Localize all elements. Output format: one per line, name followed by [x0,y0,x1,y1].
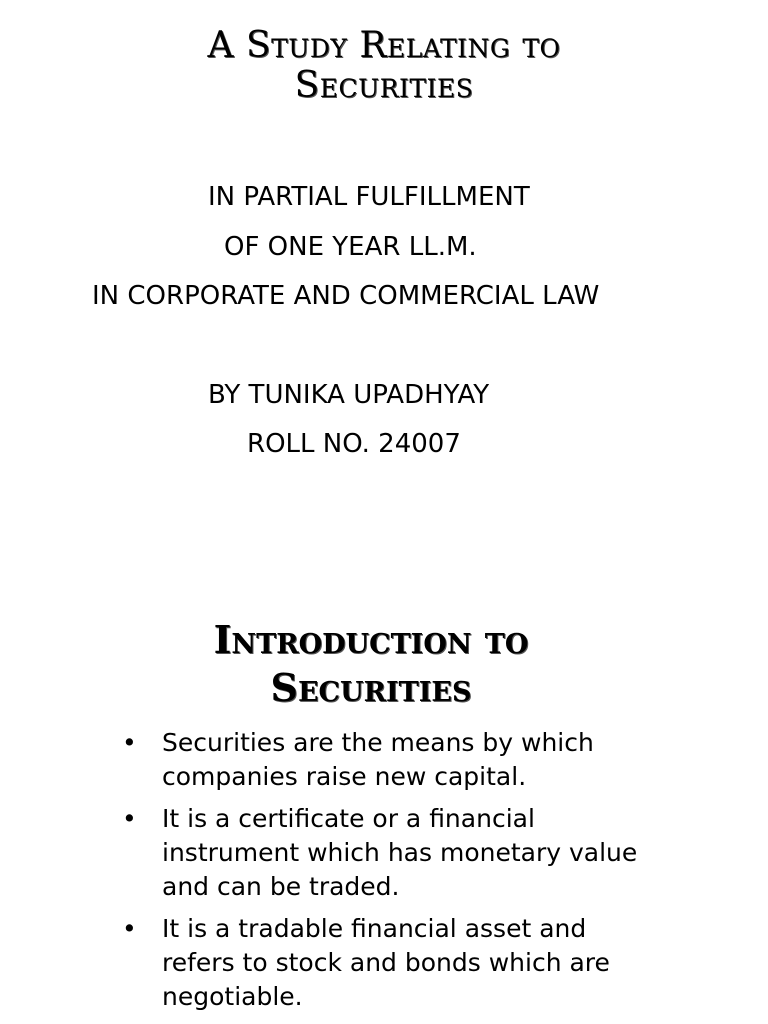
bullet-dot-icon: • [122,804,137,833]
bullet-text: It is a certificate or a financial instrument which has monetary value and can be traded. [162,804,638,901]
bullet-text: It is a tradable financial asset and refers to stock and bonds which are negotiable. [162,914,610,1011]
slide-title-line-2: Securities [294,65,474,106]
introduction-slide [0,560,768,1024]
bullet-list [120,726,640,1022]
author-line: BY TUNIKA UPADHYAY [208,380,490,410]
introduction-title-line-1: Introduction to [213,617,529,662]
subtitle-line-1: IN PARTIAL FULFILLMENT [208,182,530,212]
roll-number-line: ROLL NO. 24007 [247,429,461,459]
bullet-dot-icon: • [122,914,137,943]
bullet-item [120,912,640,1014]
introduction-title-line-2: Securities [270,665,472,710]
bullet-item [120,726,640,794]
bullet-item [120,802,640,904]
slide-title-line-1: A Study Relating to [207,25,561,66]
bullet-text: Securities are the means by which companies raise new capital. [162,728,594,791]
bullet-dot-icon: • [122,728,137,757]
subtitle-line-3: IN CORPORATE AND COMMERCIAL LAW [92,281,600,311]
introduction-title [0,616,742,712]
subtitle-line-2: OF ONE YEAR LL.M. [224,232,477,262]
slide-title [0,26,768,106]
